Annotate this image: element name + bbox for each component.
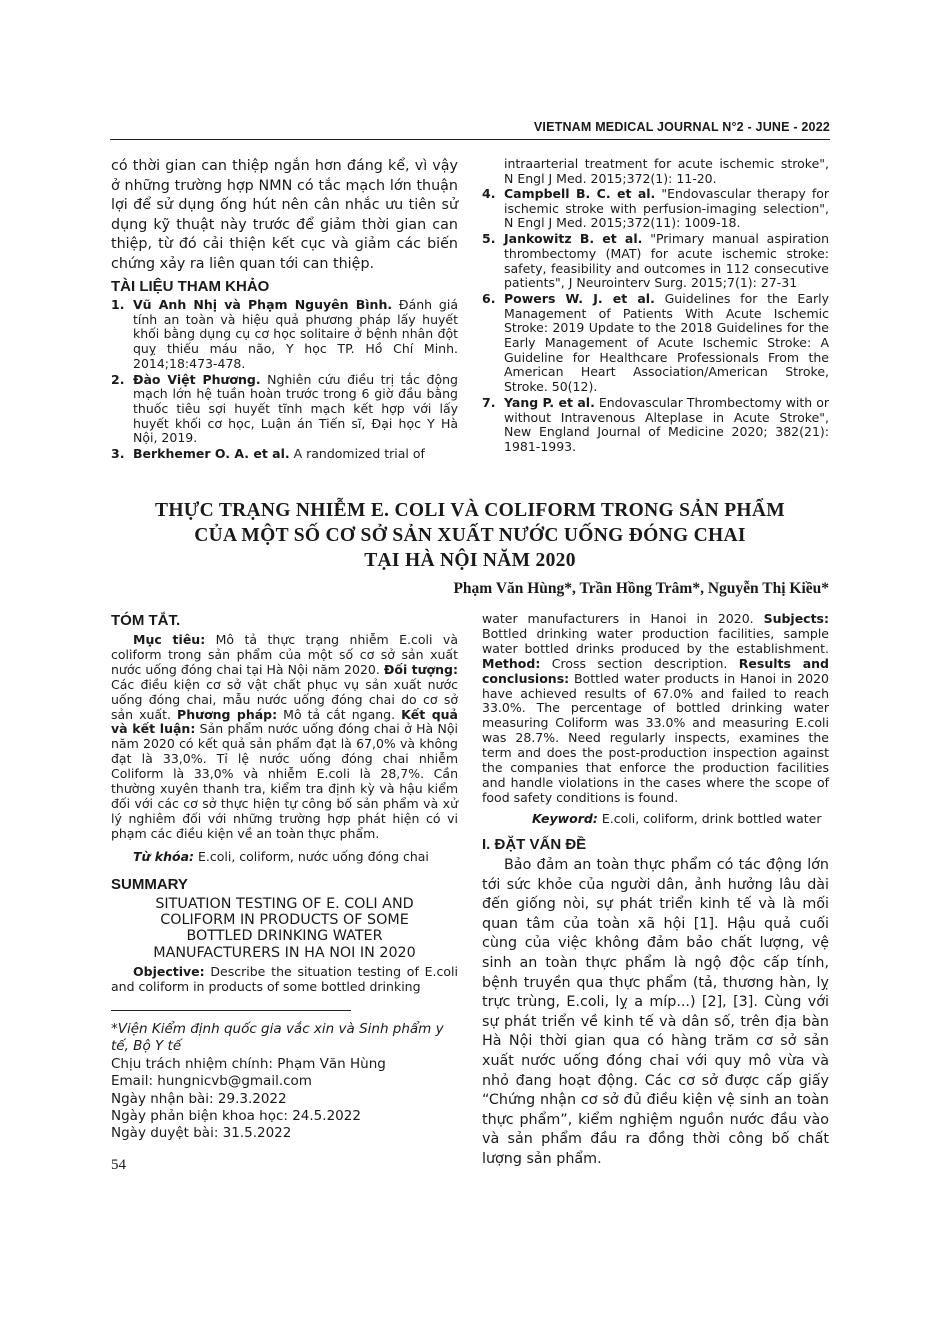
text-ket-qua: Sản phẩm nước uống đóng chai ở Hà Nội năm 2020 có kết quả sản phẩm đạt là 67,0% và không đạt là 33,0%. Tỉ lệ nước uống đóng chai nhiễm Coliform là 33,0% và nhiễm E.coli là 28,7%. Cần thường xuyên thanh tra, kiểm tra định kỳ và hậu kiểm đối với các cơ sở thực hiện tự công bố sản phẩm và xử lý nghiêm đối với những trường hợp phát hiện có vi phạm các điều kiện về an toàn thực phẩm.: [111, 721, 458, 841]
summary-title-line: BOTTLED DRINKING WATER: [186, 928, 383, 945]
keywords-en: [482, 812, 829, 827]
summary-body: [482, 612, 829, 806]
reference-author: Powers W. J. et al.: [504, 290, 655, 306]
text-method: Cross section description.: [540, 655, 739, 671]
label-ket-qua: Kết quả và kết luận:: [111, 706, 458, 737]
article-title-line: THỰC TRẠNG NHIỄM E. COLI VÀ COLIFORM TRONG SẢN PHẨM: [155, 500, 785, 521]
summary-heading: SUMMARY: [111, 876, 188, 893]
summary-title-line: MANUFACTURERS IN HA NOI IN 2020: [153, 944, 416, 961]
references-list-right: [482, 187, 829, 455]
label-method: Method:: [482, 655, 541, 671]
reference-number: 7.: [482, 394, 496, 410]
reference-item: [111, 447, 458, 462]
text-phuong-phap: Mô tả cắt ngang.: [277, 706, 402, 722]
tomtat-heading: TÓM TẮT.: [111, 612, 181, 629]
section-1-body: Bảo đảm an toàn thực phẩm có tác động lớn tới sức khỏe của người dân, ảnh hưởng lâu dài đến giống nòi, sự phát triển kinh tế và là mối quan tâm của toàn xã hội [1]. Hậu quả cuối cùng của việc không đảm bảo chất lượng, vệ sinh an toàn thực phẩm là ngộ độc cấp tính, bệnh truyền qua thực phẩm (tả, thương hàn, lỵ trực trùng, E.coli, lỵ a míp...) [2], [3]. Cùng với sự phát triển về kinh tế và dân số, trên địa bàn Hà Nội thời gian qua có hàng trăm cơ sở sản xuất nước uống đóng chai với quy mô vừa và nhỏ đang hoạt động. Các cơ sở được cấp giấy “Chứng nhận cơ sở đủ điều kiện vệ sinh an toàn thực phẩm”, kiểm nghiệm nguồn nước đầu vào và sản phẩm đầu ra đồng thời công bố chất lượng sản phẩm.: [482, 857, 829, 1167]
references-heading: TÀI LIỆU THAM KHẢO: [111, 278, 270, 295]
text-subjects: Bottled drinking water production facilities, sample water bottled drinks produced by the establishment.: [482, 625, 829, 656]
footnote-reviewed: Ngày phản biện khoa học: 24.5.2022: [111, 1108, 361, 1125]
reference-item: [482, 396, 829, 455]
reference-number: 5.: [482, 231, 496, 247]
reference-number: 6.: [482, 290, 496, 306]
summary-title-line: SITUATION TESTING OF E. COLI AND: [155, 896, 414, 912]
summary-title: [111, 896, 458, 961]
footnote: [111, 1021, 458, 1143]
article-title: [110, 498, 830, 573]
reference-item: [482, 187, 829, 231]
label-phuong-phap: Phương pháp:: [177, 706, 278, 722]
text-objective: Describe the situation testing of E.coli and coliform in products of some bottled drinking: [111, 964, 458, 994]
reference-text: Đánh giá tính an toàn và hiệu quả phương pháp lấy huyết khối bằng dụng cụ cơ học solitaire ở bệnh nhân đột quỵ thiếu máu não, Y học TP. Hồ Chí Minh. 2014;18:473-478.: [133, 297, 458, 371]
reference-text: "Endovascular therapy for ischemic stroke with perfusion-imaging selection", N Engl J Med. 2015;372(11): 1009-18.: [504, 186, 830, 231]
text-tu-khoa: E.coli, coliform, nước uống đóng chai: [194, 849, 429, 864]
reference-author: Jankowitz B. et al.: [504, 231, 643, 247]
reference-author: Campbell B. C. et al.: [504, 186, 656, 201]
footnote-email: Email: hungnicvb@gmail.com: [111, 1073, 312, 1090]
reference-item: [482, 232, 829, 291]
label-objective: Objective:: [133, 964, 205, 979]
footnote-affiliation: *Viện Kiểm định quốc gia vắc xin và Sinh phẩm y tế, Bộ Y tế: [111, 1021, 444, 1055]
reference-continuation: intraarterial treatment for acute ischemic stroke", N Engl J Med. 2015;372(1): 11-20.: [504, 156, 829, 186]
reference-text: Endovascular Thrombectomy with or without Intravenous Alteplase in Acute Stroke", New England Journal of Medicine 2020; 382(21): 1981-1993.: [504, 394, 829, 454]
footnote-rule: [111, 1010, 351, 1011]
text-keyword: E.coli, coliform, drink bottled water: [597, 811, 822, 826]
label-keyword: Keyword:: [532, 811, 598, 826]
section-1-heading: I. ĐẶT VẤN ĐỀ: [482, 836, 587, 853]
reference-author: Đào Việt Phương.: [133, 371, 261, 387]
prev-article-continuation: có thời gian can thiệp ngắn hơn đáng kể, vì vậy ở những trường hợp NMN có tắc mạch lớn thuận lợi để sử dụng ống hút nên cân nhắc ưu tiên sử dụng kỹ thuật này trước để giảm thời gian can thiệp, từ đó cải thiện kết cục và giảm các biến chứng xảy ra liên quan tới can thiệp.: [111, 158, 458, 272]
footnote-accepted: Ngày duyệt bài: 31.5.2022: [111, 1125, 292, 1142]
label-tu-khoa: Từ khóa:: [133, 849, 195, 864]
text-muc-tieu: Mô tả thực trạng nhiễm E.coli và coliform trong sản phẩm của một số cơ sở sản xuất nước uống đóng chai tại Hà Nội năm 2020.: [111, 632, 458, 677]
footnote-responsible: Chịu trách nhiệm chính: Phạm Văn Hùng: [111, 1055, 386, 1072]
label-results: Results and conclusions:: [482, 655, 830, 686]
references-list-left: [111, 298, 458, 462]
reference-text: Nghiên cứu điều trị tắc động mạch lớn hệ tuần hoàn trước trong 6 giờ đầu bằng thuốc tiêu sợi huyết tĩnh mạch kết hợp với lấy huyết khối cơ học, Luận án Tiến sĩ, Đại học Y Hà Nội, 2019.: [133, 371, 458, 446]
header-rule: [110, 139, 830, 140]
reference-author: Yang P. et al.: [504, 394, 595, 410]
reference-number: 4.: [482, 186, 496, 201]
tomtat-body: [111, 633, 458, 842]
label-subjects: Subjects:: [763, 611, 829, 626]
summary-title-line: COLIFORM IN PRODUCTS OF SOME: [160, 912, 409, 929]
reference-text: "Primary manual aspiration thrombectomy (MAT) for acute ischemic stroke: safety, feasibility and outcomes in 112 consecutive patients", J Neurointerv Surg. 2015;7(1): 27-31: [504, 231, 829, 291]
reference-number: 1.: [111, 297, 125, 312]
text-doi-tuong: Các điều kiện cơ sở vật chất phục vụ sản xuất nước uống đóng chai, mẫu nước uống đóng chai do cơ sở sản xuất.: [111, 676, 458, 722]
reference-item: [111, 373, 458, 447]
reference-item: [111, 298, 458, 372]
label-doi-tuong: Đối tượng:: [383, 661, 458, 677]
reference-text: Guidelines for the Early Management of Patients With Acute Ischemic Stroke: 2019 Update to the 2018 Guidelines for the Early Management of Acute Ischemic Stroke: A Guideline for Healthcare Professionals From the American Heart Association/American Stroke, Stroke. 50(12).: [504, 290, 829, 395]
summary-objective: [111, 965, 458, 995]
journal-header: VIETNAM MEDICAL JOURNAL N°2 - JUNE - 2022: [533, 120, 830, 134]
article-authors: Phạm Văn Hùng*, Trần Hồng Trâm*, Nguyễn Thị Kiều*: [453, 580, 829, 597]
reference-author: Berkhemer O. A. et al.: [133, 446, 290, 462]
reference-author: Vũ Anh Nhị và Phạm Nguyên Bình.: [133, 297, 393, 312]
article-title-line: TẠI HÀ NỘI NĂM 2020: [364, 550, 576, 571]
reference-text: A randomized trial of: [289, 446, 425, 462]
keywords-vi: [111, 850, 458, 865]
reference-number: 3.: [111, 446, 125, 462]
page-number: 54: [111, 1157, 126, 1173]
text-results: Bottled water products in Hanoi in 2020 have achieved results of 67.0% and failed to reach 33.0%. The percentage of bottled drinking water measuring Coliform was 33.0% and measuring E.coli was 28.7%. Need regularly inspects, examines the term and does the post-production inspection against the companies that enforce the production facilities and handle violations in the cases where the scope of food safety conditions is found.: [482, 670, 829, 805]
footnote-received: Ngày nhận bài: 29.3.2022: [111, 1090, 287, 1107]
article-title-line: CỦA MỘT SỐ CƠ SỞ SẢN XUẤT NƯỚC UỐNG ĐÓNG CHAI: [194, 525, 746, 546]
text-objective-cont: water manufacturers in Hanoi in 2020.: [482, 611, 764, 626]
reference-number: 2.: [111, 371, 125, 387]
label-muc-tieu: Mục tiêu:: [133, 632, 206, 647]
reference-item: [482, 292, 829, 395]
